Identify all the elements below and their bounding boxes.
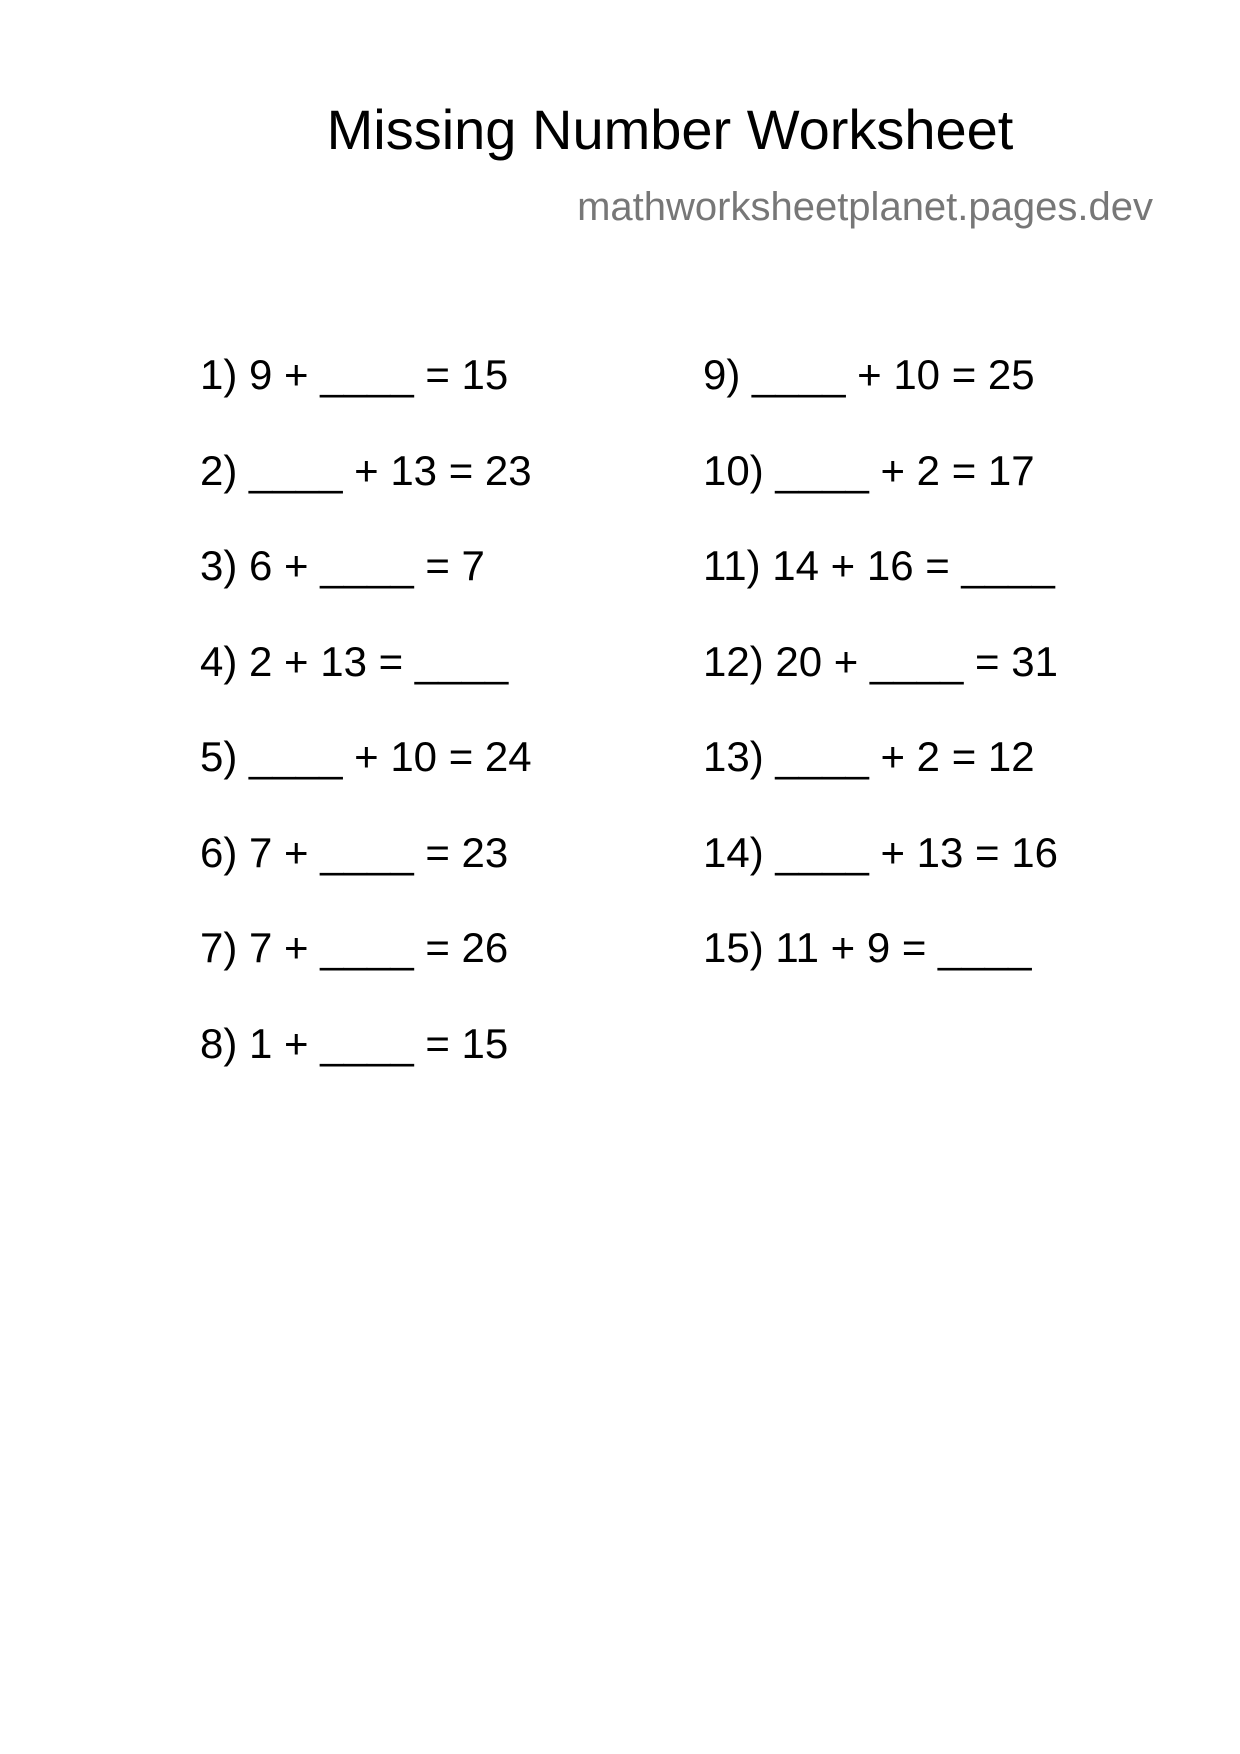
problem-8: 8) 1 + ____ = 15: [200, 1019, 509, 1067]
problem-column-left: [200, 347, 532, 1111]
worksheet-source: mathworksheetplanet.pages.dev: [577, 185, 1153, 229]
problem-4: 4) 2 + 13 = ____: [200, 637, 509, 685]
problem-11: 11) 14 + 16 = ____: [703, 542, 1055, 589]
problem-7: 7) 7 + ____ = 26: [200, 924, 509, 971]
problem-13: 13) ____ + 2 = 12: [703, 733, 1035, 780]
worksheet-title: Missing Number Worksheet: [326, 98, 1014, 161]
problem-2: 2) ____ + 13 = 23: [200, 446, 532, 494]
problem-14: 14) ____ + 13 = 16: [703, 828, 1058, 876]
problem-1: 1) 9 + ____ = 15: [200, 351, 509, 398]
problem-15: 15) 11 + 9 = ____: [703, 924, 1032, 971]
problem-12: 12) 20 + ____ = 31: [703, 637, 1058, 685]
problem-5: 5) ____ + 10 = 24: [200, 733, 532, 780]
problem-3: 3) 6 + ____ = 7: [200, 542, 485, 589]
problem-9: 9) ____ + 10 = 25: [703, 351, 1035, 398]
problem-6: 6) 7 + ____ = 23: [200, 828, 509, 876]
problem-column-right: [703, 347, 1058, 1016]
problem-10: 10) ____ + 2 = 17: [703, 446, 1035, 494]
